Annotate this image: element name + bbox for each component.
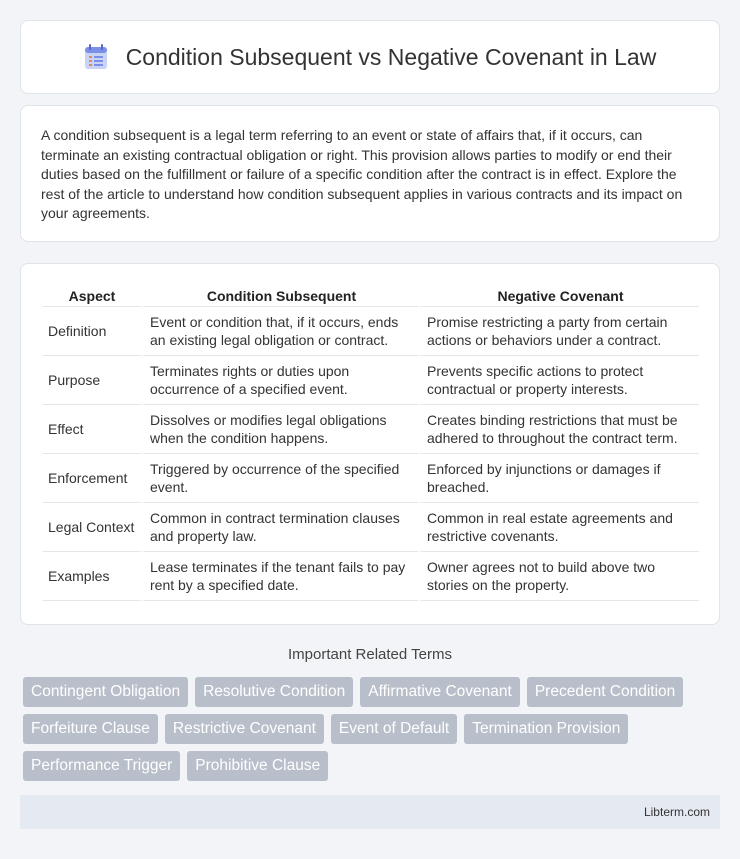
table-row bbox=[43, 454, 699, 503]
row-negative-covenant: Prevents specific actions to protect contractual or property interests. bbox=[418, 356, 699, 405]
row-condition-subsequent: Triggered by occurrence of the specified event. bbox=[141, 454, 418, 503]
row-aspect: Examples bbox=[43, 552, 141, 601]
row-negative-covenant: Common in real estate agreements and restrictive covenants. bbox=[418, 503, 699, 552]
document-list-icon bbox=[84, 44, 108, 70]
page-footer bbox=[20, 795, 720, 829]
related-term-tag[interactable]: Contingent Obligation bbox=[23, 677, 188, 707]
intro-section bbox=[20, 105, 720, 242]
related-term-tag[interactable]: Performance Trigger bbox=[23, 751, 180, 781]
table-row bbox=[43, 307, 699, 356]
related-term-tag[interactable]: Event of Default bbox=[331, 714, 457, 744]
related-term-tag[interactable]: Prohibitive Clause bbox=[187, 751, 328, 781]
row-condition-subsequent: Event or condition that, if it occurs, ends an existing legal obligation or contract. bbox=[141, 307, 418, 356]
comparison-table bbox=[43, 284, 699, 601]
row-negative-covenant: Enforced by injunctions or damages if breached. bbox=[418, 454, 699, 503]
comparison-table-card bbox=[20, 263, 720, 625]
table-row bbox=[43, 503, 699, 552]
row-aspect: Enforcement bbox=[43, 454, 141, 503]
related-terms-title: Important Related Terms bbox=[288, 646, 452, 663]
related-terms-list bbox=[23, 677, 723, 781]
related-term-tag[interactable]: Affirmative Covenant bbox=[360, 677, 520, 707]
related-term-tag[interactable]: Precedent Condition bbox=[527, 677, 683, 707]
related-term-tag[interactable]: Resolutive Condition bbox=[195, 677, 353, 707]
related-term-tag[interactable]: Forfeiture Clause bbox=[23, 714, 158, 744]
row-negative-covenant: Creates binding restrictions that must be adhered to throughout the contract term. bbox=[418, 405, 699, 454]
footer-brand-link[interactable]: Libterm.com bbox=[643, 805, 710, 819]
row-negative-covenant: Promise restricting a party from certain actions or behaviors under a contract. bbox=[418, 307, 699, 356]
row-aspect: Definition bbox=[43, 307, 141, 356]
header-negative-covenant: Negative Covenant bbox=[418, 284, 699, 307]
related-term-tag[interactable]: Restrictive Covenant bbox=[165, 714, 324, 744]
table-row bbox=[43, 405, 699, 454]
row-aspect: Purpose bbox=[43, 356, 141, 405]
intro-text: A condition subsequent is a legal term referring to an event or state of affairs that, if it occurs, can terminate an existing contractual obligation or right. This provision allows parties to modify or end their duties based on the fulfillment or failure of a specific condition after the contract is in effect. Explore the rest of the article to understand how condition subsequent applies in various contracts and its impact on your agreements. bbox=[41, 127, 683, 221]
row-aspect: Effect bbox=[43, 405, 141, 454]
page-title: Condition Subsequent vs Negative Covenant in Law bbox=[125, 43, 657, 70]
row-condition-subsequent: Common in contract termination clauses and property law. bbox=[141, 503, 418, 552]
table-row bbox=[43, 356, 699, 405]
row-negative-covenant: Owner agrees not to build above two stories on the property. bbox=[418, 552, 699, 601]
row-condition-subsequent: Terminates rights or duties upon occurrence of a specified event. bbox=[141, 356, 418, 405]
row-condition-subsequent: Lease terminates if the tenant fails to pay rent by a specified date. bbox=[141, 552, 418, 601]
header-condition-subsequent: Condition Subsequent bbox=[141, 284, 418, 307]
page-header bbox=[20, 20, 720, 94]
row-aspect: Legal Context bbox=[43, 503, 141, 552]
row-condition-subsequent: Dissolves or modifies legal obligations when the condition happens. bbox=[141, 405, 418, 454]
table-header-row bbox=[43, 284, 699, 307]
table-row bbox=[43, 552, 699, 601]
related-term-tag[interactable]: Termination Provision bbox=[464, 714, 628, 744]
header-aspect: Aspect bbox=[43, 284, 141, 307]
